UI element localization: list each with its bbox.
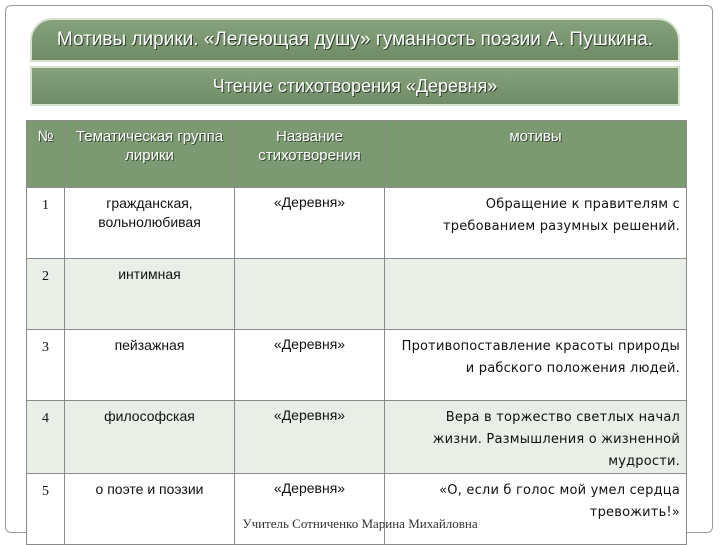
- column-header-motives: мотивы: [385, 121, 687, 188]
- row-number: 5: [27, 474, 65, 545]
- slide-subtitle: Чтение стихотворения «Деревня»: [30, 66, 680, 106]
- table-row: [27, 188, 687, 259]
- row-motives: Противопоставление красоты природы и рабского положения людей.: [385, 330, 687, 401]
- row-title: «Деревня»: [235, 330, 385, 401]
- table-row: [27, 474, 687, 545]
- row-title: «Деревня»: [235, 188, 385, 259]
- slide-title: Мотивы лирики. «Лелеющая душу» гуманность поэзии А. Пушкина.: [30, 18, 680, 62]
- row-number: 1: [27, 188, 65, 259]
- row-motives: Обращение к правителям с требованием разумных решений.: [385, 188, 687, 259]
- column-header-group: Тематическая группа лирики: [65, 121, 235, 188]
- row-group: интимная: [65, 259, 235, 330]
- row-number: 3: [27, 330, 65, 401]
- row-title: «Деревня»: [235, 474, 385, 545]
- lyrics-table: [26, 120, 687, 545]
- row-number: 4: [27, 401, 65, 474]
- row-title: «Деревня»: [235, 401, 385, 474]
- row-title: [235, 259, 385, 330]
- row-motives: [385, 259, 687, 330]
- table-row: [27, 259, 687, 330]
- row-group: о поэте и поэзии: [65, 474, 235, 545]
- row-group: пейзажная: [65, 330, 235, 401]
- table-row: [27, 330, 687, 401]
- row-group: гражданская, вольнолюбивая: [65, 188, 235, 259]
- column-header-title: Название стихотворения: [235, 121, 385, 188]
- row-group: философская: [65, 401, 235, 474]
- author-footer: Учитель Сотниченко Марина Михайловна: [242, 516, 478, 531]
- row-number: 2: [27, 259, 65, 330]
- row-motives: «О, если б голос мой умел сердца тревожить!»: [385, 474, 687, 545]
- row-motives: Вера в торжество светлых начал жизни. Размышления о жизненной мудрости.: [385, 401, 687, 474]
- table-row: [27, 401, 687, 474]
- table-header-row: [27, 121, 687, 188]
- column-header-number: №: [27, 121, 65, 188]
